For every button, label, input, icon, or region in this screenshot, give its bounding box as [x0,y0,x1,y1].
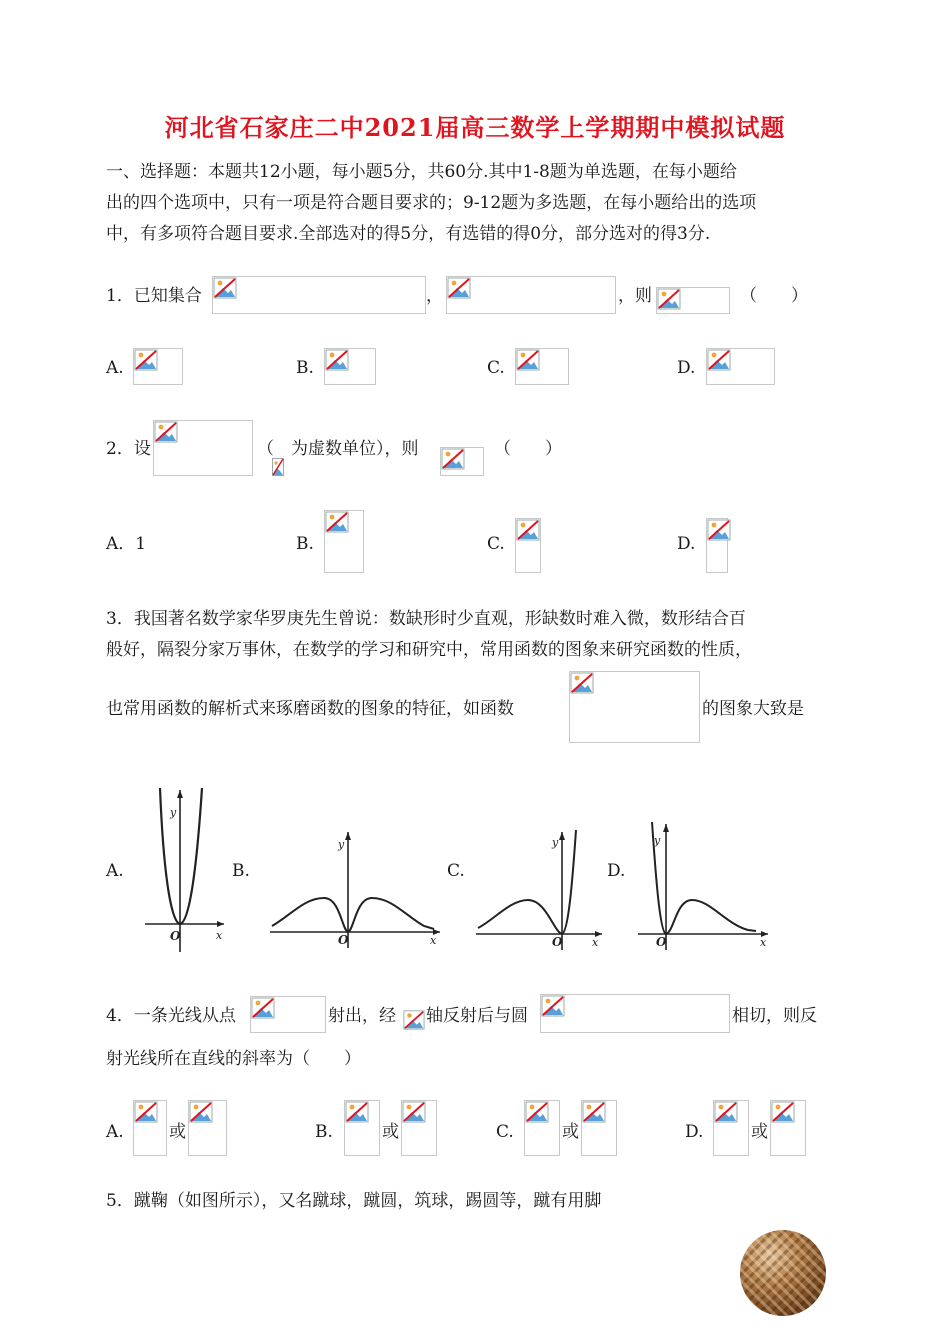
q3-option-c-label: C. [447,861,465,881]
q4-option-c-label: C. [496,1122,514,1142]
broken-image-icon [213,277,237,299]
broken-image-icon [582,1101,606,1123]
broken-image-icon [541,995,565,1017]
q3-d-y-label: y [654,834,661,847]
q3-a-origin-label: O [170,929,181,943]
q4-option-d-formula-2[interactable] [770,1100,806,1156]
broken-image-icon [771,1101,795,1123]
broken-image-icon [447,277,471,299]
q4-option-a-or: 或 [169,1122,186,1142]
broken-image-icon [570,672,594,694]
q2-expression-formula [440,447,484,476]
broken-image-icon [403,1009,425,1031]
q4-option-a-formula-2[interactable] [188,1100,227,1156]
broken-image-icon [441,448,465,470]
broken-image-icon [154,421,178,443]
q4-circle-formula [540,994,730,1033]
broken-image-icon [134,1101,158,1123]
q3-d-x-label: x [760,936,767,949]
broken-image-icon [345,1101,369,1123]
q4-mid-1: 射出，经 [328,1006,396,1026]
q4-option-d-formula-1[interactable] [713,1100,749,1156]
q2-option-c-label: C. [487,534,505,554]
q4-option-c-formula-1[interactable] [524,1100,560,1156]
q3-function-formula [569,671,700,743]
q3-option-a-label: A. [106,861,124,881]
q1-option-b-label: B. [296,358,314,378]
q4-option-b-formula-2[interactable] [401,1100,437,1156]
q1-option-a-formula[interactable] [133,348,183,385]
q2-option-d-formula[interactable] [706,518,728,573]
broken-image-icon [657,288,681,310]
broken-image-icon [402,1101,426,1123]
section-intro-line-2: 出的四个选项中，只有一项是符合题目要求的；9-12题为多选题，在每小题给出的选项 [106,193,757,213]
broken-image-icon [325,349,349,371]
q4-end: 相切，则反 [732,1006,817,1026]
q3-option-b-label: B. [232,861,250,881]
q4-option-b-or: 或 [382,1122,399,1142]
broken-image-icon [707,519,731,541]
q3-line-1: 3．我国著名数学家华罗庚先生曾说：数缺形时少直观，形缺数时难入微，数形结合百 [106,609,746,629]
q1-set-a-formula [212,276,426,314]
q2-option-d-label: D. [677,534,696,554]
q5-line-1: 5．蹴鞠（如图所示），又名蹴球，蹴圆，筑球，踢圆等，蹴有用脚 [106,1191,602,1211]
q4-point-formula [250,996,326,1033]
q3-option-d-label: D. [607,861,626,881]
q1-answer-paren: （ ） [740,286,808,306]
cuju-ball-image [740,1230,826,1316]
q3-a-y-label: y [170,806,177,819]
q3-b-x-label: x [430,934,437,947]
q1-set-b-formula [446,276,616,314]
q4-option-a-label: A. [106,1122,124,1142]
page-title: 河北省石家庄二中2021届高三数学上学期期中模拟试题 [164,113,786,142]
broken-image-icon [272,458,284,476]
q2-z-formula [153,420,253,476]
broken-image-icon [525,1101,549,1123]
q2-answer-paren: （ ） [494,439,562,459]
broken-image-icon [189,1101,213,1123]
section-intro-line-3: 中，有多项符合题目要求.全部选对的得5分，有选错的得0分，部分选对的得3分. [106,224,711,244]
q1-option-a-label: A. [106,358,124,378]
q2-option-b-formula[interactable] [324,510,364,573]
q1-then: ，则 [618,286,652,306]
broken-image-icon [707,349,731,371]
q2-option-b-label: B. [296,534,314,554]
section-intro-line-1: 一、选择题：本题共12小题，每小题5分，共60分.其中1-8题为单选题，在每小题给 [106,162,737,182]
q3-option-d-graph[interactable] [636,820,772,952]
q3-b-origin-label: O [338,933,349,947]
q4-option-b-label: B. [315,1122,333,1142]
broken-image-icon [714,1101,738,1123]
q3-d-origin-label: O [656,935,667,949]
q4-option-c-formula-2[interactable] [581,1100,617,1156]
broken-image-icon [516,519,540,541]
q3-line-3b: 的图象大致是 [702,699,804,719]
q2-note: （ 为虚数单位），则 [257,439,419,459]
q1-option-c-label: C. [487,358,505,378]
broken-image-icon [134,349,158,371]
q2-prefix: 2．设 [106,439,151,459]
q4-mid-2: 轴反射后与圆 [426,1006,528,1026]
q1-option-b-formula[interactable] [324,348,376,385]
q3-line-2: 般好，隔裂分家万事休，在数学的学习和研究中，常用函数的图象来研究函数的性质， [106,640,752,660]
ball-weave-texture [740,1230,826,1316]
q2-option-a[interactable]: A．1 [106,534,147,554]
q3-option-c-graph[interactable] [474,828,606,952]
q1-comma: ， [426,286,443,306]
q3-c-x-label: x [592,936,599,949]
q3-c-y-label: y [552,836,559,849]
q1-option-d-label: D. [677,358,696,378]
q1-prefix: 1．已知集合 [106,286,202,306]
q3-option-a-graph[interactable] [140,784,230,956]
q1-option-c-formula[interactable] [515,348,569,385]
q4-option-c-or: 或 [562,1122,579,1142]
q4-option-d-or: 或 [751,1122,768,1142]
q3-line-3a: 也常用函数的解析式来琢磨函数的图象的特征，如函数 [106,699,514,719]
broken-image-icon [325,511,349,533]
q4-line-2: 射光线所在直线的斜率为（ ） [106,1049,361,1069]
q2-option-c-formula[interactable] [515,518,541,573]
q1-expression-formula [656,287,730,314]
q4-option-d-label: D. [685,1122,704,1142]
q3-b-y-label: y [338,838,345,851]
q3-a-x-label: x [216,929,223,942]
q1-option-d-formula[interactable] [706,348,775,385]
broken-image-icon [516,349,540,371]
q3-option-b-graph[interactable] [268,826,444,950]
q3-c-origin-label: O [552,935,563,949]
q4-option-b-formula-1[interactable] [344,1100,380,1156]
q4-prefix: 4．一条光线从点 [106,1006,236,1026]
broken-image-icon [251,997,275,1019]
q4-option-a-formula-1[interactable] [133,1100,167,1156]
